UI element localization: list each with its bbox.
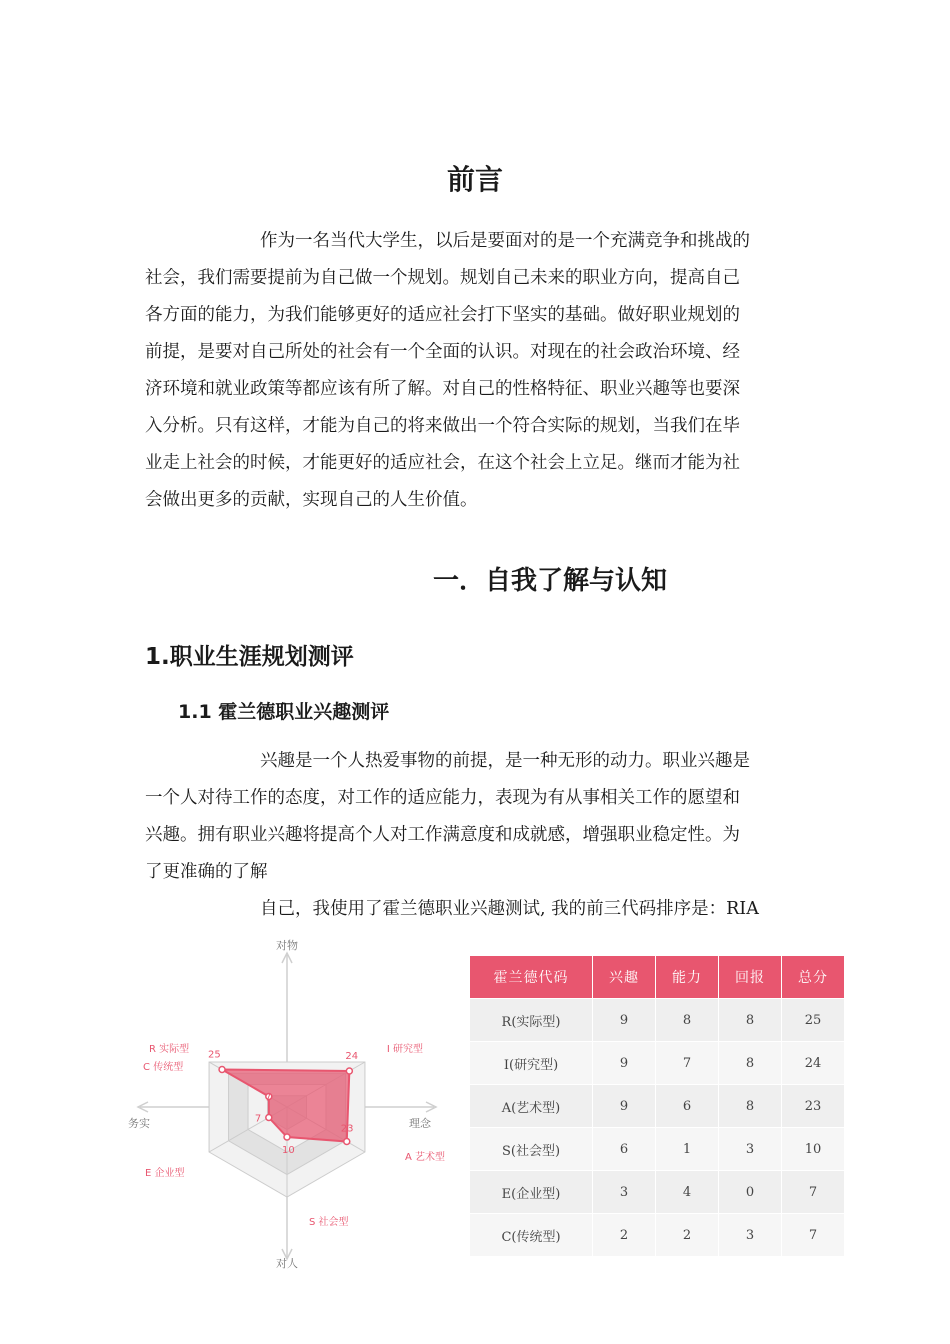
radar-value-label: 24 (345, 1051, 359, 1062)
table-cell: 6 (593, 1128, 656, 1171)
interest-line: 自己，我使用了霍兰德职业兴趣测试, 我的前三代码排序是：RIA (260, 899, 759, 919)
radar-data-point (284, 1134, 290, 1140)
table-cell: 24 (782, 1042, 845, 1085)
table-header-row (470, 956, 845, 999)
axis-label-bottom: 对人 (276, 1257, 298, 1270)
table-cell: 7 (782, 1214, 845, 1257)
holland-radar-chart (120, 935, 450, 1275)
table-cell: 8 (719, 1042, 782, 1085)
radar-category-label: C 传统型 (143, 1062, 184, 1073)
subsubsection-heading: 1.1 霍兰德职业兴趣测评 (178, 701, 390, 723)
subsection-heading: 1.职业生涯规划测评 (145, 644, 354, 670)
radar-category-label: E 企业型 (145, 1168, 185, 1179)
table-cell: 9 (593, 1042, 656, 1085)
axis-label-left: 务实 (128, 1117, 150, 1130)
table-cell: 8 (719, 1085, 782, 1128)
preface-line: 会做出更多的贡献，实现自己的人生价值。 (145, 490, 478, 510)
preface-line: 前提，是要对自己所处的社会有一个全面的认识。对现在的社会政治环境、经 (145, 342, 740, 362)
table-cell: 3 (719, 1214, 782, 1257)
table-cell: A(艺术型) (470, 1085, 593, 1128)
table-cell: 8 (719, 999, 782, 1042)
table-header: 总分 (782, 956, 845, 999)
interest-line: 兴趣。拥有职业兴趣将提高个人对工作满意度和成就感，增强职业稳定性。为 (145, 825, 740, 845)
table-header: 回报 (719, 956, 782, 999)
table-cell: 3 (719, 1128, 782, 1171)
interest-line: 一个人对待工作的态度，对工作的适应能力，表现为有从事相关工作的愿望和 (145, 788, 740, 808)
preface-line: 作为一名当代大学生，以后是要面对的是一个充满竞争和挑战的 (260, 231, 750, 251)
radar-value-label: 7 (264, 1092, 272, 1104)
table-cell: 4 (656, 1171, 719, 1214)
radar-category-label: R 实际型 (149, 1044, 190, 1055)
preface-paragraph (145, 223, 807, 519)
table-cell: 25 (782, 999, 845, 1042)
preface-line: 入分析。只有这样，才能为自己的将来做出一个符合实际的规划，当我们在毕 (145, 416, 740, 436)
table-cell: 2 (656, 1214, 719, 1257)
radar-category-label: I 研究型 (386, 1044, 424, 1055)
radar-value-label: 25 (208, 1049, 221, 1061)
preface-line: 济环境和就业政策等都应该有所了解。对自己的性格特征、职业兴趣等也要深 (145, 379, 740, 399)
table-row (470, 1128, 845, 1171)
table-cell: I(研究型) (470, 1042, 593, 1085)
radar-data-point (219, 1067, 225, 1073)
table-row (470, 1085, 845, 1128)
table-row (470, 1214, 845, 1257)
radar-category-label: S 社会型 (309, 1217, 349, 1228)
axis-label-right: 理念 (409, 1117, 431, 1130)
preface-line: 业走上社会的时候，才能更好的适应社会，在这个社会上立足。继而才能为社 (145, 453, 740, 473)
table-cell: 8 (656, 999, 719, 1042)
axis-label-top: 对物 (276, 939, 298, 952)
holland-score-table (469, 955, 845, 1257)
table-cell: 9 (593, 1085, 656, 1128)
radar-category-label: A 艺术型 (404, 1152, 445, 1163)
section-heading: 一．自我了解与认知 (432, 566, 667, 596)
table-cell: 0 (719, 1171, 782, 1214)
interest-line: 兴趣是一个人热爱事物的前提，是一种无形的动力。职业兴趣是 (260, 751, 750, 771)
interest-line: 了更准确的了解 (145, 862, 268, 882)
table-cell: R(实际型) (470, 999, 593, 1042)
table-cell: 1 (656, 1128, 719, 1171)
table-cell: 3 (593, 1171, 656, 1214)
preface-line: 社会，我们需要提前为自己做一个规划。规划自己未来的职业方向，提高自己 (145, 268, 740, 288)
radar-data-point (344, 1139, 350, 1145)
table-row (470, 1042, 845, 1085)
table-cell: 7 (782, 1171, 845, 1214)
radar-value-label: 23 (340, 1123, 354, 1135)
table-cell: 9 (593, 999, 656, 1042)
table-cell: 6 (656, 1085, 719, 1128)
radar-value-label: 10 (282, 1145, 295, 1156)
table-header: 能力 (656, 956, 719, 999)
table-header: 霍兰德代码 (470, 956, 593, 999)
table-cell: 2 (593, 1214, 656, 1257)
preface-line: 各方面的能力，为我们能够更好的适应社会打下坚实的基础。做好职业规划的 (145, 305, 740, 325)
radar-data-point (266, 1115, 272, 1121)
table-row (470, 1171, 845, 1214)
radar-value-label: 7 (254, 1113, 262, 1125)
table-cell: 10 (782, 1128, 845, 1171)
table-cell: S(社会型) (470, 1128, 593, 1171)
table-cell: C(传统型) (470, 1214, 593, 1257)
table-cell: 23 (782, 1085, 845, 1128)
interest-paragraph (145, 743, 807, 928)
radar-data-point (346, 1068, 352, 1074)
table-cell: E(企业型) (470, 1171, 593, 1214)
preface-title: 前言 (446, 163, 503, 196)
table-row (470, 999, 845, 1042)
table-cell: 7 (656, 1042, 719, 1085)
table-header: 兴趣 (593, 956, 656, 999)
